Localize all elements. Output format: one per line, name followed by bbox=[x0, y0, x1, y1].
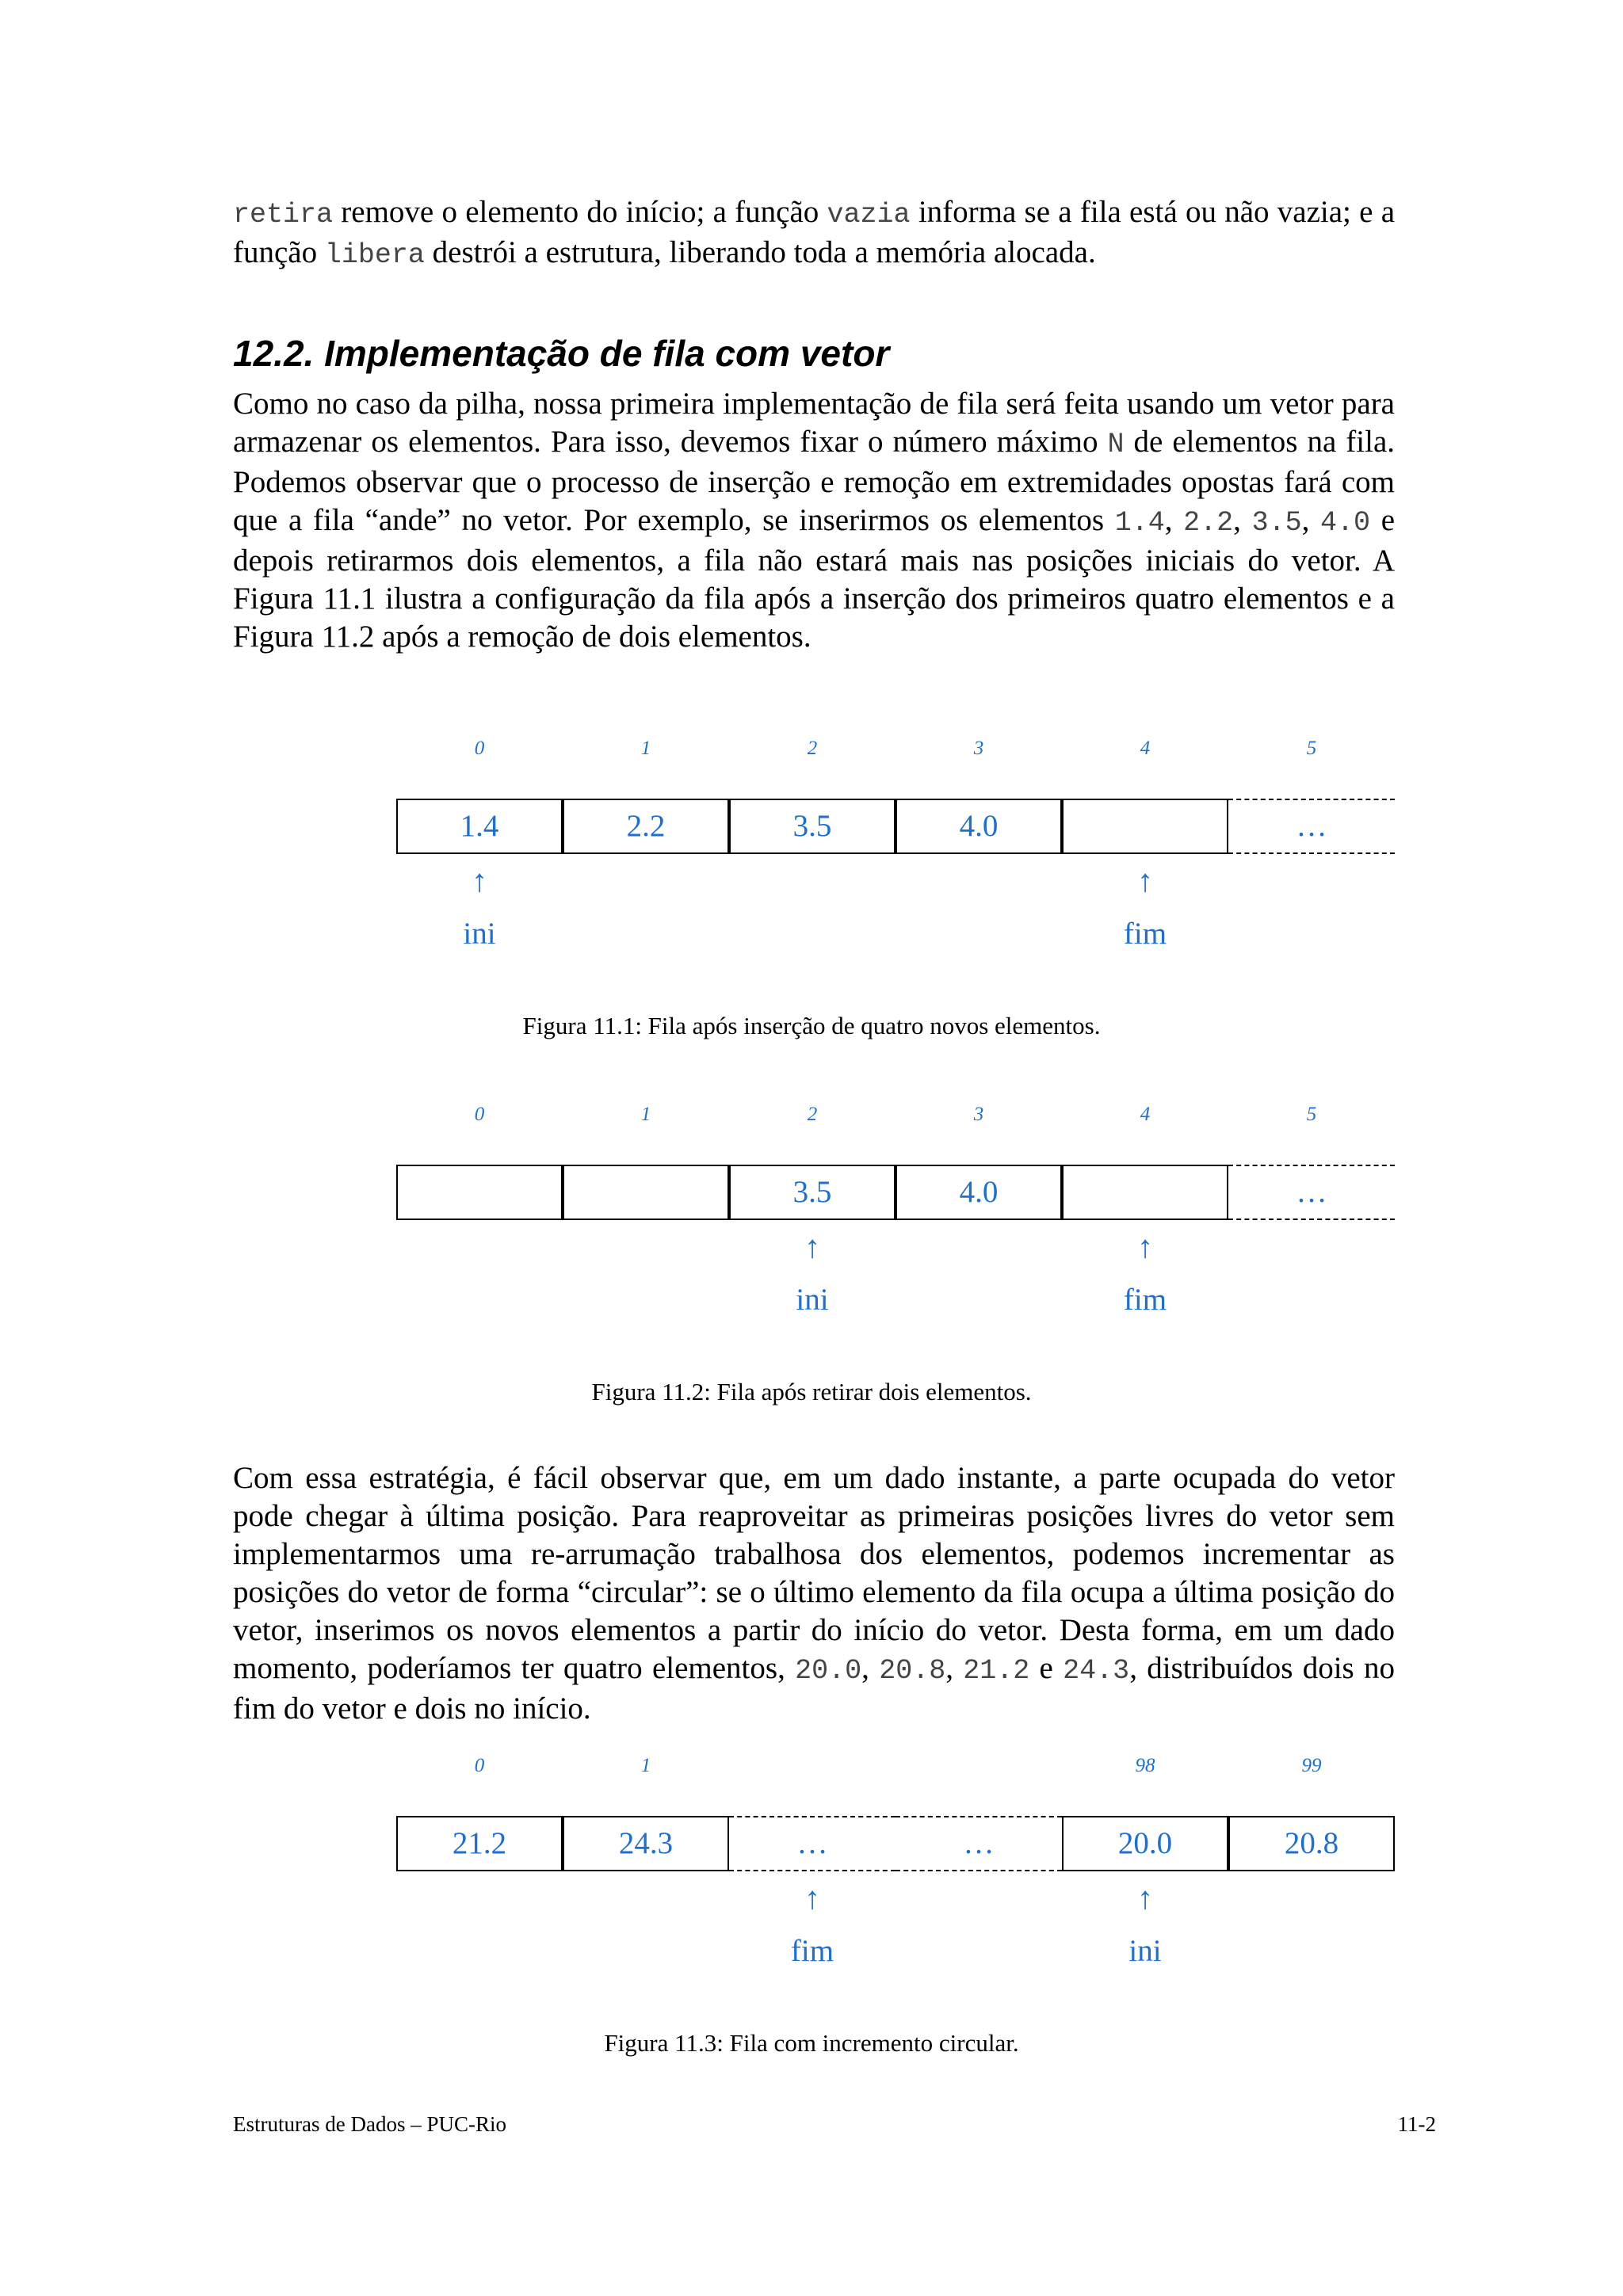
vector-cell: 20.0 bbox=[1062, 1816, 1228, 1871]
index-label: 1 bbox=[640, 1755, 651, 1776]
vector-cell: 24.3 bbox=[563, 1816, 729, 1871]
index-label: 2 bbox=[807, 1104, 818, 1125]
vector-cell bbox=[563, 1165, 729, 1220]
vector-cell bbox=[396, 1165, 563, 1220]
vector-cell: 1.4 bbox=[396, 799, 563, 854]
index-label: 2 bbox=[807, 738, 818, 759]
vector-cell-ellipsis: … bbox=[896, 1816, 1062, 1871]
vector-cell-continuation: … bbox=[1228, 1165, 1395, 1220]
pointer-label-fim: fim bbox=[790, 1934, 834, 1968]
index-label: 4 bbox=[1140, 1104, 1151, 1125]
figure-11-3-diagram bbox=[0, 1754, 1623, 1968]
index-label: 4 bbox=[1140, 738, 1151, 759]
index-label: 1 bbox=[640, 1104, 651, 1125]
code-vazia: vazia bbox=[827, 199, 911, 231]
up-arrow-icon: ↑ bbox=[1137, 1880, 1153, 1916]
vector-cell: 4.0 bbox=[896, 1165, 1062, 1220]
pointer-label-ini: ini bbox=[796, 1283, 829, 1317]
vector-cell: 2.2 bbox=[563, 799, 729, 854]
index-label: 5 bbox=[1306, 1104, 1317, 1125]
index-label: 3 bbox=[973, 738, 984, 759]
index-label: 0 bbox=[474, 738, 485, 759]
index-label: 0 bbox=[474, 1104, 485, 1125]
vector-cell: 21.2 bbox=[396, 1816, 563, 1871]
pointer-label-fim: fim bbox=[1123, 1283, 1167, 1317]
vector-cell: 20.8 bbox=[1228, 1816, 1395, 1871]
pointer-label-ini: ini bbox=[1128, 1934, 1162, 1968]
pointer-label-fim: fim bbox=[1123, 917, 1167, 951]
footer-left: Estruturas de Dados – PUC-Rio bbox=[233, 2112, 506, 2136]
up-arrow-icon: ↑ bbox=[472, 863, 487, 898]
vector-cell: 3.5 bbox=[729, 1165, 896, 1220]
figure-11-2-diagram bbox=[0, 1103, 1623, 1317]
vector-cell: 4.0 bbox=[896, 799, 1062, 854]
pointer-label-ini: ini bbox=[463, 917, 496, 951]
figure-caption: Figura 11.3: Fila com incremento circular. bbox=[604, 2029, 1019, 2057]
code-libera: libera bbox=[324, 239, 425, 271]
paragraph-circular-increment: Com essa estratégia, é fácil observar que, em um dado instante, a parte ocupada do vetor pode chegar à última posição. Para reaproveitar as primeiras posições livres do vetor sem implementarmos uma re-arrumação trabalhosa dos elementos, podemos incrementar as posições do vetor de forma “circular”: se o último elemento da fila ocupa a última posição do vetor, inserimos os novos elementos a partir do início do vetor. Desta forma, em um dado momento, poderíamos ter quatro elementos, 20.0, 20.8, 21.2 e 24.3, distribuídos dois no fim do vetor e dois no início. bbox=[233, 1461, 1396, 1726]
index-label: 0 bbox=[474, 1755, 485, 1776]
vector-cell-continuation: … bbox=[1228, 799, 1395, 854]
up-arrow-icon: ↑ bbox=[1137, 1229, 1153, 1264]
code-retira: retira bbox=[233, 199, 334, 231]
page-number: 11-2 bbox=[1397, 2112, 1436, 2136]
up-arrow-icon: ↑ bbox=[804, 1229, 820, 1264]
index-label: 5 bbox=[1306, 738, 1317, 759]
figure-caption: Figura 11.1: Fila após inserção de quatro novos elementos. bbox=[522, 1012, 1101, 1039]
index-label: 1 bbox=[640, 738, 651, 759]
index-label: 98 bbox=[1135, 1755, 1155, 1776]
vector-cell-ellipsis: … bbox=[729, 1816, 896, 1871]
intro-paragraph: retira remove o elemento do início; a função vazia informa se a fila está ou não vazia; e a função libera destrói a estrutura, liberando toda a memória alocada. bbox=[233, 195, 1395, 271]
index-label: 3 bbox=[973, 1104, 984, 1125]
figure-caption: Figura 11.2: Fila após retirar dois elementos. bbox=[591, 1378, 1032, 1405]
paragraph-vector-implementation: Como no caso da pilha, nossa primeira implementação de fila será feita usando um vetor para armazenar os elementos. Para isso, devemos fixar o número máximo N de elementos na fila. Podemos observar que o processo de inserção e remoção em extremidades opostas fará com que a fila “ande” no vetor. Por exemplo, se inserirmos os elementos 1.4, 2.2, 3.5, 4.0 e depois retirarmos dois elementos, a fila não estará mais nas posições iniciais do vetor. A Figura 11.1 ilustra a configuração da fila após a inserção dos primeiros quatro elementos e a Figura 11.2 após a remoção de dois elementos. bbox=[233, 387, 1396, 654]
vector-cell bbox=[1062, 1165, 1228, 1220]
vector-cell: 3.5 bbox=[729, 799, 896, 854]
up-arrow-icon: ↑ bbox=[1137, 863, 1153, 898]
up-arrow-icon: ↑ bbox=[804, 1880, 820, 1916]
index-label: 99 bbox=[1301, 1755, 1322, 1776]
section-heading: 12.2. Implementação de fila com vetor bbox=[233, 333, 890, 374]
vector-cell bbox=[1062, 799, 1228, 854]
figure-11-1-diagram bbox=[0, 737, 1623, 951]
